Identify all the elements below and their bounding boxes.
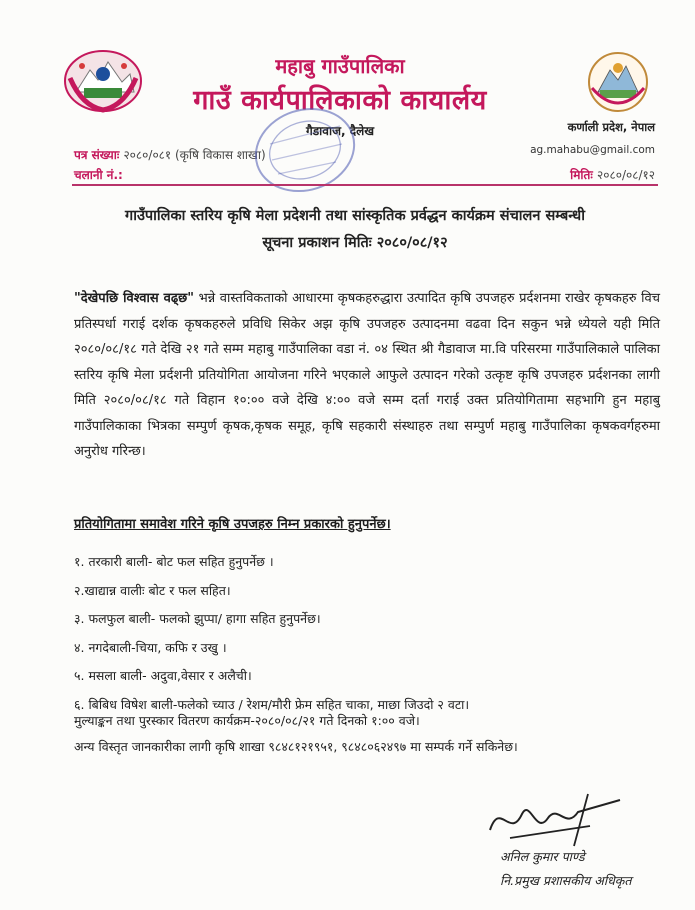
crop-category-list: [74, 548, 664, 719]
nepal-emblem-icon: [62, 48, 144, 114]
reference-number: [74, 146, 266, 163]
notice-body-text: भन्ने वास्तविकताको आधारमा कृषकहरुद्धारा उत्पादित कृषि उपजहरु प्रर्दशनमा राखेर कृषकहरु विच प्रतिस्पर्धा गराई दर्शक कृषकहरुले प्रविधि सिकेर अझ कृषि उपजहरु उत्पादनमा वढवा दिन सकुन भन्ने ध्येयले यही मिति २०८०/०८/१८ गते देखि २१ गते सम्म महाबु गाउँपालिका वडा नं. ०४ स्थित श्री गैडावाज मा.वि परिसरमा गाउँपालिकाले पालिका स्तरिय कृषि मेला प्रर्दशनी प्रतियोगिता आयोजना गरिने भएकाले आफुले उत्पादन गरेको उत्कृष्ट कृषि उपजहरु प्रर्दशनका लागी मिति २०८०/०८/१८ गते विहान १०:०० वजे देखि ४:०० वजे सम्म दर्ता गराई उक्त प्रतियोगितामा सहभागि हुन महाबु गाउँपालिकाका भित्रका सम्पुर्ण कृषक,कृषक समूह, कृषि सहकारी संस्थाहरु तथा सम्पुर्ण महाबु गाउँपालिका कृषकवर्गहरुमा अनुरोध गरिन्छ।: [74, 291, 660, 459]
signer-name: अनिल कुमार पाण्डे: [500, 849, 585, 864]
date-label: मितिः: [570, 168, 593, 182]
notice-quote: "देखेपछि विश्वास वढ्छ": [74, 291, 195, 306]
contact-line: अन्य विस्तृत जानकारीका लागी कृषि शाखा ९८४८१२१९५१, ९८४८०६२४९७ मा सम्पर्क गर्ने सकिनेछ।: [74, 739, 518, 754]
office-stamp-icon: [250, 104, 360, 196]
date-value: २०८०/०८/१२: [596, 168, 655, 182]
office-name: गाउँ कार्यपालिकाको कायार्लय: [193, 85, 487, 116]
notice-body: [74, 286, 660, 465]
province-label: कर्णाली प्रदेश, नेपाल: [567, 120, 655, 134]
notice-publication-date: सूचना प्रकाशन मितिः २०८०/०८/१२: [262, 235, 448, 251]
list-item: ३. फलफुल बाली- फलको झुप्पा/ हागा सहित हुनुपर्नेछ।: [74, 611, 321, 626]
municipality-name: महाबु गाउँपालिका: [275, 54, 405, 78]
signature-icon: [470, 790, 650, 850]
office-address: गैडावाज, दैलेख: [306, 124, 375, 138]
list-item: ६. बिबिध विषेश बाली-फलेको च्याउ / रेशम/मौरी फ्रेम सहित चाका, माछा जिउदो २ वटा।: [74, 696, 470, 712]
header-divider: [72, 184, 658, 186]
municipality-logo-icon: [586, 48, 650, 116]
list-item: १. तरकारी बाली- बोट फल सहित हुनुपर्नेछ ।: [74, 554, 274, 569]
list-item: ५. मसला बाली- अदुवा,वेसार र अलैची।: [74, 668, 252, 683]
reference-value: २०८०/०८१ (कृषि विकास शाखा): [123, 148, 266, 162]
office-email: ag.mahabu@gmail.com: [530, 144, 655, 156]
letter-date: [570, 166, 655, 183]
signer-title: नि.प्रमुख प्रशासकीय अधिकृत: [500, 873, 632, 888]
reference-label: पत्र संख्याः: [74, 148, 120, 162]
notice-subject: गाउँपालिका स्तरिय कृषि मेला प्रदेशनी तथा सांस्कृतिक प्रर्वद्धन कार्यक्रम संचालन सम्बन्धी: [125, 208, 585, 224]
award-program-line: मुल्याङ्कन तथा पुरस्कार वितरण कार्यक्रम-२०८०/०८/२१ गते दिनको १:०० वजे।: [74, 713, 420, 728]
list-item: ४. नगदेबाली-चिया, कफि र उखु ।: [74, 639, 227, 655]
section-heading: प्रतियोगितामा समावेश गरिने कृषि उपजहरु निम्न प्रकारको हुनुपर्नेछ।: [74, 517, 391, 532]
list-item: २.खाद्यान्न वालीः बोट र फल सहित।: [74, 582, 231, 598]
dispatch-number-label: चलानी नं.:: [74, 168, 123, 182]
